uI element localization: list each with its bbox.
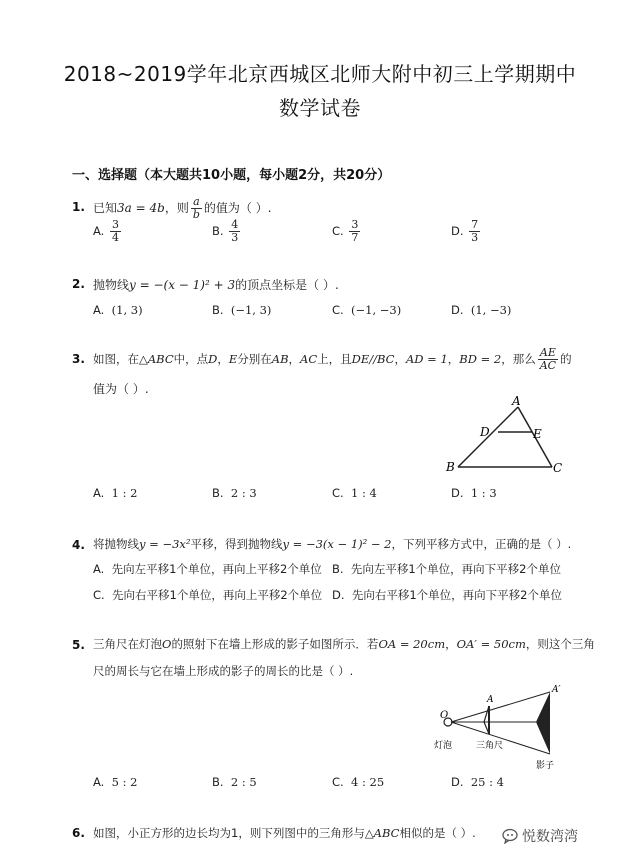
option-label: D.: [451, 486, 464, 500]
q3-fraction: [538, 347, 558, 372]
option-label: A.: [93, 562, 105, 576]
q6-number: 6.: [72, 826, 85, 840]
frac-num: 3: [111, 218, 119, 231]
q3-condition: DE//BC: [351, 352, 395, 366]
q1-frac-den: b: [192, 208, 200, 221]
q3-point-e: E: [228, 352, 238, 366]
option-label: B.: [332, 562, 344, 576]
q3-segment-ac: AC: [300, 352, 318, 366]
frac-den: 4: [111, 231, 119, 244]
q1-frac-num: a: [191, 196, 202, 209]
option-fraction: [469, 219, 480, 244]
q1-stem: [93, 196, 272, 221]
option-label: B.: [212, 303, 224, 317]
q4-option-a: [93, 561, 322, 577]
q3-text: 如图，在: [93, 352, 139, 366]
option-label: D.: [451, 303, 464, 317]
q3-option-a: [93, 486, 137, 500]
q3-text: ，: [394, 352, 406, 366]
option-label: C.: [332, 486, 344, 500]
q1-text: 的值为（ ）.: [203, 201, 272, 215]
q5-text: ，则这个三角: [525, 637, 595, 651]
shadow-triangle: [536, 692, 550, 754]
option-label: C.: [332, 224, 344, 238]
q3-text: ，那么: [501, 352, 536, 366]
q5-text: 的照射下在墙上形成的影子如图所示．若: [171, 637, 379, 651]
q3-text: ，: [217, 352, 229, 366]
q2-number: 2.: [72, 277, 85, 291]
q4-option-c: [93, 587, 322, 603]
option-label: A.: [93, 775, 105, 789]
label-shadow: 影子: [536, 761, 555, 770]
q2-option-d: [451, 303, 511, 317]
option-text: (1, 3): [111, 303, 143, 317]
q4-text: 将抛物线: [93, 537, 139, 551]
q5-oa-prime: OA′ = 50cm: [456, 637, 526, 651]
q5-option-b: [212, 775, 257, 789]
option-text: 1 : 3: [470, 486, 497, 500]
q4-text: ，下列平移方式中，正确的是（ ）.: [391, 537, 572, 551]
option-text: 25 : 4: [470, 775, 504, 789]
q4-text: 平移，得到抛物线: [190, 537, 283, 551]
exam-title-line2: 数学试卷: [279, 96, 361, 120]
q3-triangle-figure: [440, 395, 570, 480]
label-a-prime: A′: [552, 685, 561, 695]
q5-text: ，: [445, 637, 457, 651]
option-text: 5 : 2: [111, 775, 138, 789]
q3-option-d: [451, 486, 497, 500]
q5-shadow-figure: [432, 680, 572, 770]
label-c: C: [553, 461, 563, 475]
section-heading: 一、选择题（本大题共10小题，每小题2分，共20分）: [72, 168, 391, 183]
frac-num: 7: [471, 218, 479, 231]
option-label: B.: [212, 775, 224, 789]
q3-segment-ab: AB: [271, 352, 289, 366]
ray-top: [451, 692, 550, 722]
option-text: (1, −3): [470, 303, 512, 317]
q1-text: ，则: [164, 201, 189, 215]
option-label: D.: [451, 775, 464, 789]
q6-text: 相似的是（ ）.: [399, 826, 476, 840]
q3-stem-line1: [93, 347, 572, 372]
q3-text: ，: [447, 352, 460, 366]
option-text: 1 : 4: [351, 486, 377, 500]
label-a: A: [512, 395, 521, 408]
q2-stem: [93, 276, 339, 293]
watermark-text: 悦数湾湾: [522, 829, 578, 845]
q6-triangle: △ABC: [364, 826, 400, 840]
q5-option-d: [451, 775, 504, 789]
option-label: C.: [93, 588, 105, 602]
option-text: 2 : 5: [230, 775, 257, 789]
q1-text: 已知: [93, 201, 118, 215]
q3-ad: AD = 1: [405, 352, 448, 366]
q5-option-c: [332, 775, 384, 789]
option-text: 1 : 2: [111, 486, 138, 500]
option-label: A.: [93, 486, 105, 500]
q2-equation: y = −(x − 1)² + 3: [129, 278, 236, 292]
q3-option-c: [332, 486, 377, 500]
q4-equation-2: y = −3(x − 1)² − 2: [282, 537, 392, 551]
option-text: (−1, −3): [351, 303, 402, 317]
option-label: B.: [212, 224, 224, 238]
q4-option-d: [332, 587, 562, 603]
label-b: B: [446, 460, 455, 474]
option-text: 先向左平移1个单位，再向上平移2个单位: [111, 562, 322, 576]
q3-triangle: △ABC: [139, 352, 174, 366]
q3-text: 的: [560, 352, 572, 366]
q1-equation: 3a = 4b: [117, 201, 165, 215]
frac-num: 4: [231, 218, 239, 231]
option-text: 先向右平移1个单位，再向下平移2个单位: [351, 588, 562, 602]
q5-option-a: [93, 775, 137, 789]
q3-point-d: D: [208, 352, 218, 366]
option-fraction: [110, 219, 121, 244]
q4-equation-1: y = −3x²: [139, 537, 191, 551]
q5-stem-line1: [93, 636, 595, 652]
q3-option-b: [212, 486, 257, 500]
q1-option-d: [451, 219, 482, 244]
q1-fraction: [191, 196, 202, 221]
option-fraction: [229, 219, 240, 244]
option-label: C.: [332, 303, 344, 317]
q5-number: 5.: [72, 638, 85, 652]
option-label: B.: [212, 486, 224, 500]
option-label: C.: [332, 775, 344, 789]
option-label: D.: [451, 224, 464, 238]
option-label: A.: [93, 303, 105, 317]
frac-num: 3: [351, 218, 359, 231]
label-e: E: [533, 427, 542, 441]
q3-frac-den: AC: [539, 359, 557, 372]
q2-option-c: [332, 303, 401, 317]
frac-den: 3: [471, 231, 479, 244]
q2-text: 的顶点坐标是（ ）.: [235, 278, 339, 292]
q6-text: 如图，小正方形的边长均为1，则下列图中的三角形与: [93, 826, 365, 840]
q1-option-a: [93, 219, 123, 244]
label-d: D: [480, 425, 490, 439]
q5-stem-line2: 尺的周长与它在墙上形成的影子的周长的比是（ ）.: [93, 664, 354, 678]
option-text: 4 : 25: [351, 775, 385, 789]
q3-text: ，: [288, 352, 301, 366]
q1-number: 1.: [72, 200, 85, 214]
q5-oa: OA = 20cm: [378, 637, 446, 651]
q3-text: 分别在: [237, 352, 272, 366]
q3-stem-line2: 值为（ ）.: [93, 382, 149, 396]
q3-text: 中，点: [173, 352, 209, 366]
label-ruler: 三角尺: [476, 741, 504, 751]
q5-text: 三角尺在灯泡: [93, 637, 162, 651]
label-o: O: [440, 710, 449, 721]
option-text: (−1, 3): [230, 303, 272, 317]
q3-number: 3.: [72, 352, 85, 366]
q3-text: 上，且: [317, 352, 352, 366]
q4-option-b: [332, 561, 561, 577]
q2-option-b: [212, 303, 271, 317]
option-text: 先向左平移1个单位，再向下平移2个单位: [350, 562, 561, 576]
q2-option-a: [93, 303, 143, 317]
q4-stem: [93, 536, 571, 552]
q2-text: 抛物线: [93, 278, 130, 292]
q3-bd: BD = 2: [459, 352, 502, 366]
exam-title-line1: 2018~2019学年北京西城区北师大附中初三上学期期中: [63, 62, 577, 86]
q6-stem: [93, 825, 476, 841]
q1-option-b: [212, 219, 242, 244]
label-a: A: [487, 695, 494, 705]
q4-number: 4.: [72, 538, 85, 552]
frac-den: 7: [351, 231, 359, 244]
frac-den: 3: [231, 231, 239, 244]
q5-point-o: O: [162, 637, 172, 651]
option-label: A.: [93, 224, 105, 238]
label-lamp: 灯泡: [434, 741, 453, 751]
q3-frac-num: AE: [538, 347, 558, 360]
option-label: D.: [332, 588, 345, 602]
q1-option-c: [332, 219, 362, 244]
option-fraction: [349, 219, 360, 244]
option-text: 2 : 3: [230, 486, 257, 500]
wechat-bubble-icon: [502, 828, 520, 844]
option-text: 先向右平移1个单位，再向上平移2个单位: [112, 588, 323, 602]
